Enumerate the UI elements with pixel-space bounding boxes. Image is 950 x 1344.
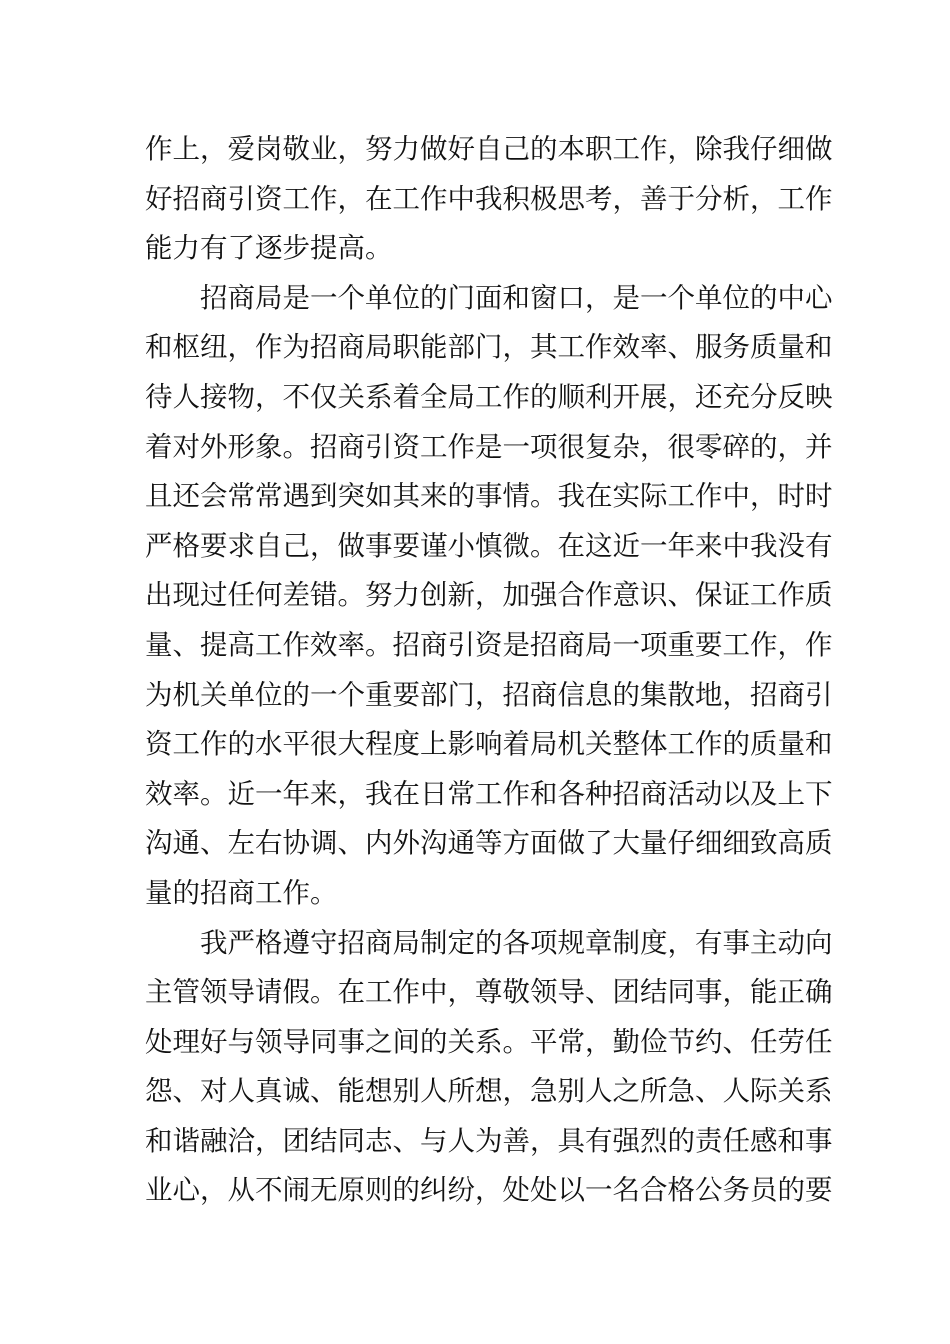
text-line: 为机关单位的一个重要部门，招商信息的集散地，招商引 xyxy=(145,678,833,711)
paragraph-1 xyxy=(145,125,833,274)
text-line: 沟通、左右协调、内外沟通等方面做了大量仔细细致高质 xyxy=(145,827,833,860)
text-line: 业心，从不闹无原则的纠纷，处处以一名合格公务员的要 xyxy=(145,1174,833,1207)
text-line: 怨、对人真诚、能想别人所想，急别人之所急、人际关系 xyxy=(145,1075,833,1108)
text-line: 作上，爱岗敬业，努力做好自己的本职工作，除我仔细做 xyxy=(145,133,833,165)
text-line: 量的招商工作。 xyxy=(145,876,338,909)
text-line: 招商局是一个单位的门面和窗口，是一个单位的中心 xyxy=(200,281,833,314)
text-line: 和谐融洽，团结同志、与人为善，具有强烈的责任感和事 xyxy=(145,1124,833,1157)
text-line: 效率。近一年来，我在日常工作和各种招商活动以及上下 xyxy=(145,777,833,810)
text-line: 资工作的水平很大程度上影响着局机关整体工作的质量和 xyxy=(145,728,833,761)
paragraph-2 xyxy=(145,274,833,919)
text-line: 严格要求自己，做事要谨小慎微。在这近一年来中我没有 xyxy=(145,529,833,562)
text-line: 量、提高工作效率。招商引资是招商局一项重要工作，作 xyxy=(145,628,833,661)
text-line: 且还会常常遇到突如其来的事情。我在实际工作中，时时 xyxy=(145,480,833,513)
text-line: 和枢纽，作为招商局职能部门，其工作效率、服务质量和 xyxy=(145,331,833,364)
text-line: 出现过任何差错。努力创新，加强合作意识、保证工作质 xyxy=(145,579,833,612)
text-line: 待人接物，不仅关系着全局工作的顺利开展，还充分反映 xyxy=(145,380,833,413)
text-line: 处理好与领导同事之间的关系。平常，勤俭节约、任劳任 xyxy=(145,1025,833,1058)
paragraph-3 xyxy=(145,919,833,1217)
text-line: 我严格遵守招商局制定的各项规章制度，有事主动向 xyxy=(200,926,833,959)
text-line: 主管领导请假。在工作中，尊敬领导、团结同事，能正确 xyxy=(145,976,833,1009)
text-line: 着对外形象。招商引资工作是一项很复杂，很零碎的，并 xyxy=(145,430,833,463)
text-line: 能力有了逐步提高。 xyxy=(145,232,393,265)
text-line: 好招商引资工作，在工作中我积极思考，善于分析，工作 xyxy=(145,182,833,215)
document-body xyxy=(145,125,833,1216)
